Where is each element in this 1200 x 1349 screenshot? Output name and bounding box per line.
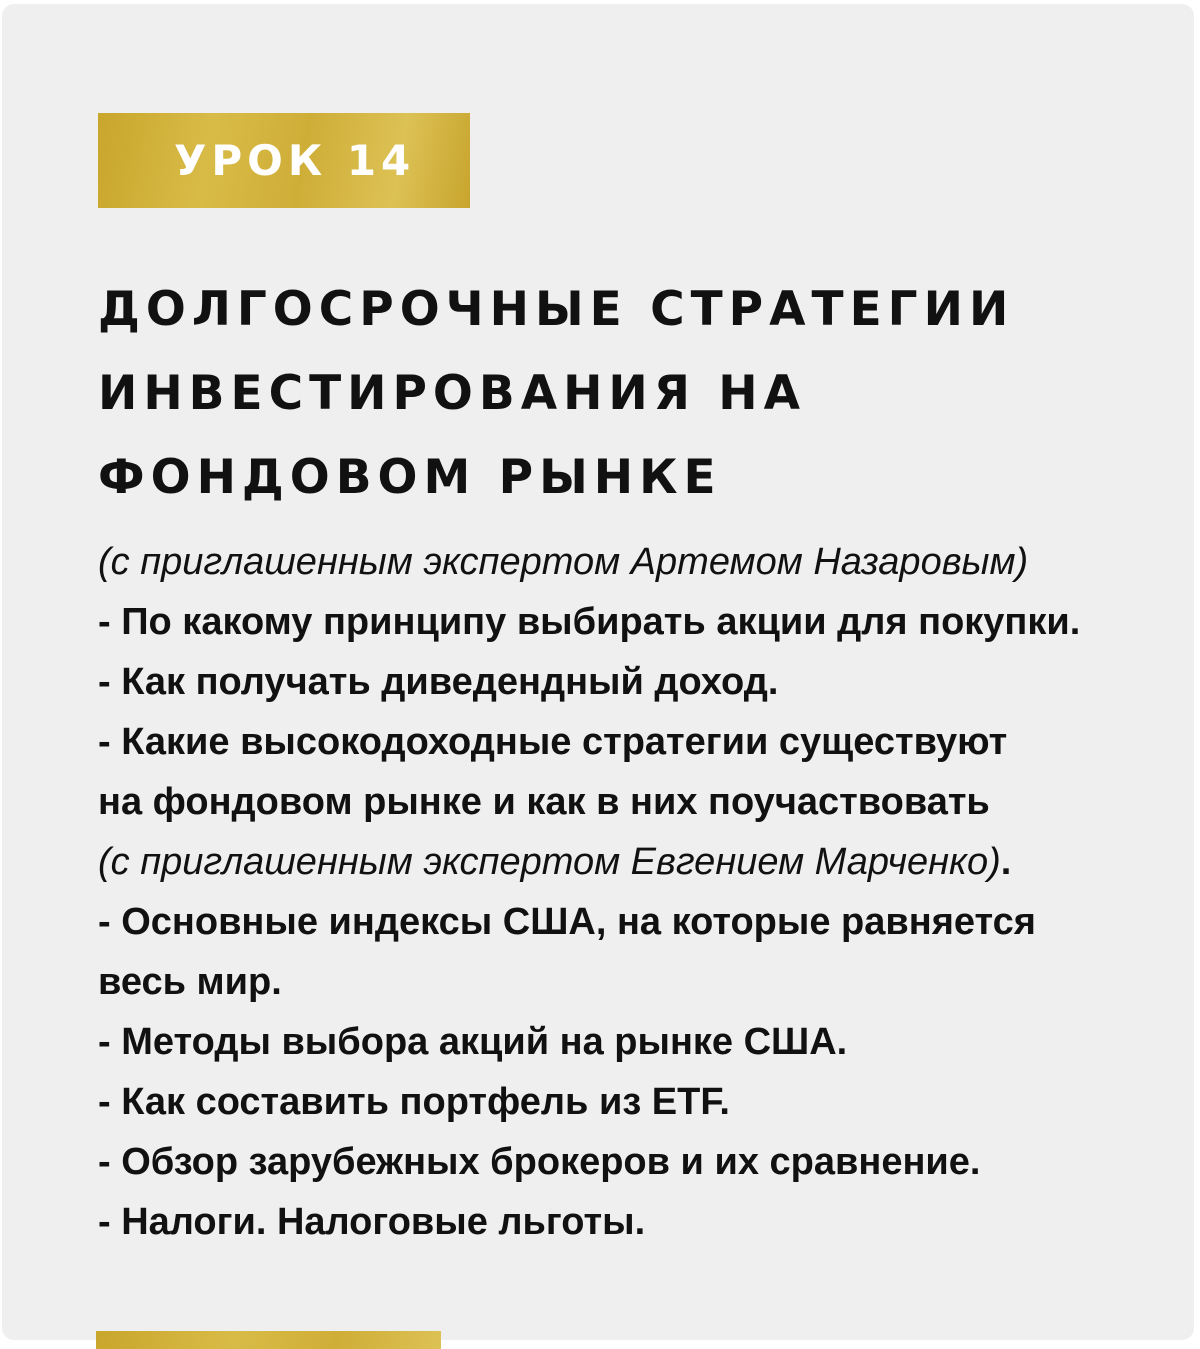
title-line: ФОНДОВОМ РЫНКЕ xyxy=(98,450,722,505)
lesson-number: УРОК 14 xyxy=(174,136,416,185)
expert-note-period: . xyxy=(1000,841,1012,883)
lesson-card xyxy=(2,4,1194,1340)
topic-item-continued: на фондовом рынке и как в них поучаствовать xyxy=(98,781,990,823)
lesson-badge xyxy=(98,113,470,208)
topic-item: - Налоги. Налоговые льготы. xyxy=(98,1201,646,1243)
expert-note-line xyxy=(98,832,1178,892)
title-line: ДОЛГОСРОЧНЫЕ СТРАТЕГИИ xyxy=(98,282,1015,337)
topic-item: - Какие высокодоходные стратегии существуют xyxy=(98,721,1008,763)
bottom-accent-bar xyxy=(96,1331,441,1349)
title-line: ИНВЕСТИРОВАНИЯ НА xyxy=(98,366,807,421)
topic-item: - Методы выбора акций на рынке США. xyxy=(98,1021,848,1063)
topic-item: - Как составить портфель из ETF. xyxy=(98,1081,730,1123)
topic-item: - Основные индексы США, на которые равняется xyxy=(98,901,1036,943)
lesson-topics xyxy=(98,532,1178,1252)
topic-item-continued: весь мир. xyxy=(98,961,282,1003)
lesson-title xyxy=(98,268,1178,520)
expert-note: (с приглашенным экспертом Евгением Марченко) xyxy=(98,841,1001,883)
expert-note: (с приглашенным экспертом Артемом Назаровым) xyxy=(98,541,1029,583)
topic-item: - По какому принципу выбирать акции для покупки. xyxy=(98,601,1081,643)
topic-item: - Как получать диведендный доход. xyxy=(98,661,779,703)
topic-item: - Обзор зарубежных брокеров и их сравнение. xyxy=(98,1141,981,1183)
